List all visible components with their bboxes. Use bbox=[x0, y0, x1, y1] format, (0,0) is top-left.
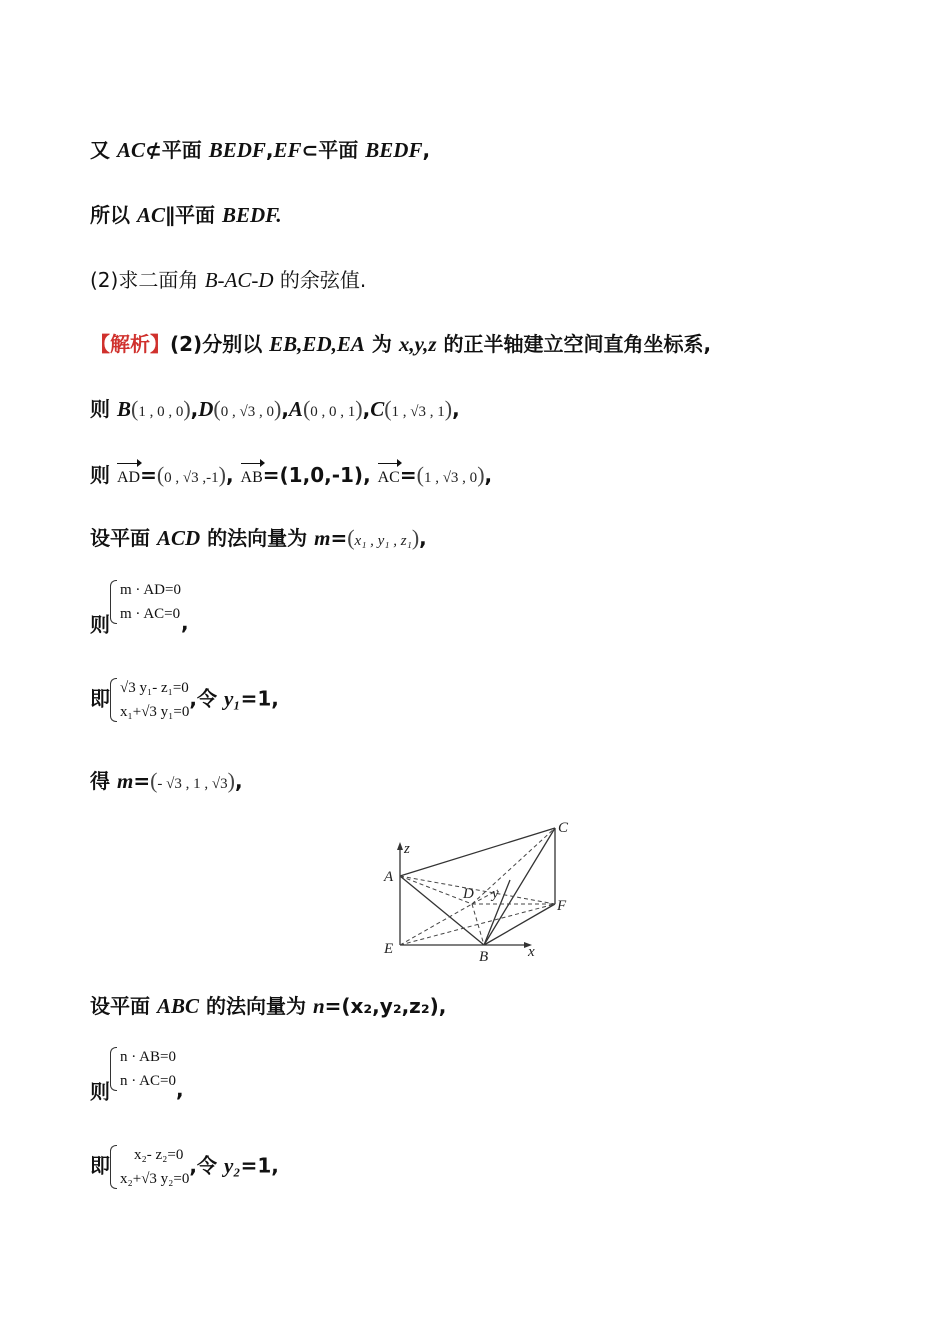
text: , bbox=[422, 138, 431, 162]
equation-system bbox=[110, 676, 189, 724]
edge-af bbox=[400, 876, 555, 904]
system-n-line: 则 n · AB=0 n · AC=0 , bbox=[90, 1045, 184, 1105]
text: 得 bbox=[90, 769, 117, 793]
text: 为 bbox=[364, 332, 399, 356]
vector-ab: AB bbox=[241, 461, 263, 491]
equation-system bbox=[110, 1045, 176, 1093]
math: EB,ED,EA bbox=[269, 332, 365, 356]
label-z: z bbox=[404, 841, 410, 857]
system-m-line: 则 m · AD=0 m · AC=0 , bbox=[90, 578, 189, 638]
text: 的正半轴建立空间直角坐标系, bbox=[436, 332, 712, 356]
vector-n-components: =(x₂,y₂,z₂), bbox=[324, 994, 447, 1018]
coord-a: 0 , 0 , 1 bbox=[310, 404, 356, 420]
label-d: D bbox=[463, 886, 474, 902]
system-n-solve-line bbox=[90, 1143, 279, 1191]
math: AC bbox=[116, 138, 145, 162]
text: 的法向量为 bbox=[200, 526, 315, 550]
label-e: E bbox=[384, 941, 394, 957]
text: (2)求二面角 bbox=[90, 268, 205, 292]
math: n bbox=[312, 994, 325, 1018]
equation-system bbox=[110, 578, 181, 626]
math: x,y,z bbox=[398, 332, 437, 356]
edge-bf bbox=[484, 904, 555, 945]
equation-row: m · AD=0 bbox=[120, 582, 181, 598]
equation-row: n · AB=0 bbox=[120, 1049, 176, 1065]
math: BEDF bbox=[365, 138, 423, 162]
math: ACD bbox=[156, 526, 201, 550]
math: y₁ bbox=[223, 686, 241, 711]
text: 则 bbox=[90, 1079, 110, 1104]
text: 即 bbox=[90, 1153, 110, 1178]
vector-m-value: - √3 , 1 , √3 bbox=[157, 776, 228, 792]
text: 即 bbox=[90, 686, 110, 711]
label-y: y bbox=[492, 886, 499, 902]
text: 则 bbox=[90, 397, 117, 421]
z-arrow bbox=[397, 842, 403, 850]
math: BEDF bbox=[208, 138, 266, 162]
text: =1, bbox=[240, 1153, 279, 1178]
vectors-line: 则 AD=(0 , √3 ,-1), AB=(1,0,-1), AC=(1 , √3 , 0), bbox=[90, 461, 492, 491]
text: ,令 bbox=[189, 1153, 224, 1178]
text: 的法向量为 bbox=[199, 994, 313, 1018]
question-line bbox=[90, 267, 366, 293]
system-m-solve-line bbox=[90, 676, 279, 724]
text: ,令 bbox=[189, 686, 224, 711]
text: 则 bbox=[90, 612, 110, 637]
text-line-1 bbox=[90, 137, 430, 163]
math: AC bbox=[136, 203, 165, 227]
coordinates-line: 则 B(1 , 0 , 0),D(0 , √3 , 0),A(0 , 0 , 1),C(1 , √3 , 1), bbox=[90, 396, 460, 421]
math: m bbox=[116, 769, 134, 793]
text: 又 bbox=[90, 138, 117, 162]
text-line-2 bbox=[90, 202, 282, 228]
analysis-tag: 【解析】 bbox=[90, 332, 170, 356]
text: ∥平面 bbox=[164, 203, 222, 227]
text: , bbox=[265, 138, 274, 162]
label-a: A bbox=[384, 869, 394, 885]
vector-ad: AD bbox=[117, 461, 140, 491]
math: EF bbox=[273, 138, 302, 162]
edge-dc bbox=[472, 828, 555, 904]
point-d: D bbox=[198, 397, 214, 421]
equation-row: m · AC=0 bbox=[120, 606, 181, 622]
math: ABC bbox=[156, 994, 199, 1018]
vector-ac: AC bbox=[378, 461, 400, 491]
vector-ad-value: 0 , √3 ,-1 bbox=[164, 470, 219, 486]
equation-system bbox=[110, 1143, 189, 1191]
point-c: C bbox=[370, 397, 385, 421]
equation-row: x₂- z₂=0 bbox=[134, 1147, 184, 1163]
point-a: A bbox=[288, 397, 303, 421]
text: ⊂平面 bbox=[301, 138, 366, 162]
y-axis-dashed bbox=[400, 904, 472, 945]
text: 设平面 bbox=[90, 994, 157, 1018]
equation-row: x₂+√3 y₂=0 bbox=[120, 1171, 190, 1187]
geometry-diagram bbox=[380, 818, 580, 964]
point-b: B bbox=[116, 397, 131, 421]
normal-vector-n-line bbox=[90, 993, 446, 1019]
vector-m-components: x₁ , y₁ , z₁ bbox=[354, 533, 412, 549]
result-m-line: 得 m=(- √3 , 1 , √3), bbox=[90, 768, 243, 793]
edge-ad bbox=[400, 876, 472, 904]
coord-b: 1 , 0 , 0 bbox=[138, 404, 184, 420]
text: =1, bbox=[240, 686, 279, 711]
coord-c: 1 , √3 , 1 bbox=[391, 404, 445, 420]
vector-ac-value: 1 , √3 , 0 bbox=[423, 470, 478, 486]
math: m bbox=[314, 526, 331, 550]
text: 所以 bbox=[90, 203, 137, 227]
equation-row: √3 y₁- z₁=0 bbox=[120, 680, 189, 696]
label-c: C bbox=[558, 820, 569, 836]
equation-row: n · AC=0 bbox=[120, 1073, 176, 1089]
analysis-line bbox=[90, 331, 711, 357]
equation-row: x₁+√3 y₁=0 bbox=[120, 704, 190, 720]
math: y₂ bbox=[223, 1153, 241, 1178]
text: ⊄平面 bbox=[144, 138, 209, 162]
edge-ac bbox=[400, 828, 555, 876]
text: (2)分别以 bbox=[170, 332, 270, 356]
text: 设平面 bbox=[90, 526, 157, 550]
text: 则 bbox=[90, 463, 117, 487]
label-f: F bbox=[557, 898, 567, 914]
label-x: x bbox=[528, 944, 535, 960]
math: B-AC-D bbox=[204, 268, 274, 292]
math: BEDF. bbox=[221, 203, 282, 227]
normal-vector-m-line: 设平面 ACD 的法向量为 m=(x₁ , y₁ , z₁), bbox=[90, 525, 427, 550]
label-b: B bbox=[479, 949, 489, 964]
text: 的余弦值. bbox=[273, 268, 367, 292]
vector-ab-value: =(1,0,-1), bbox=[262, 463, 378, 487]
coord-d: 0 , √3 , 0 bbox=[220, 404, 274, 420]
